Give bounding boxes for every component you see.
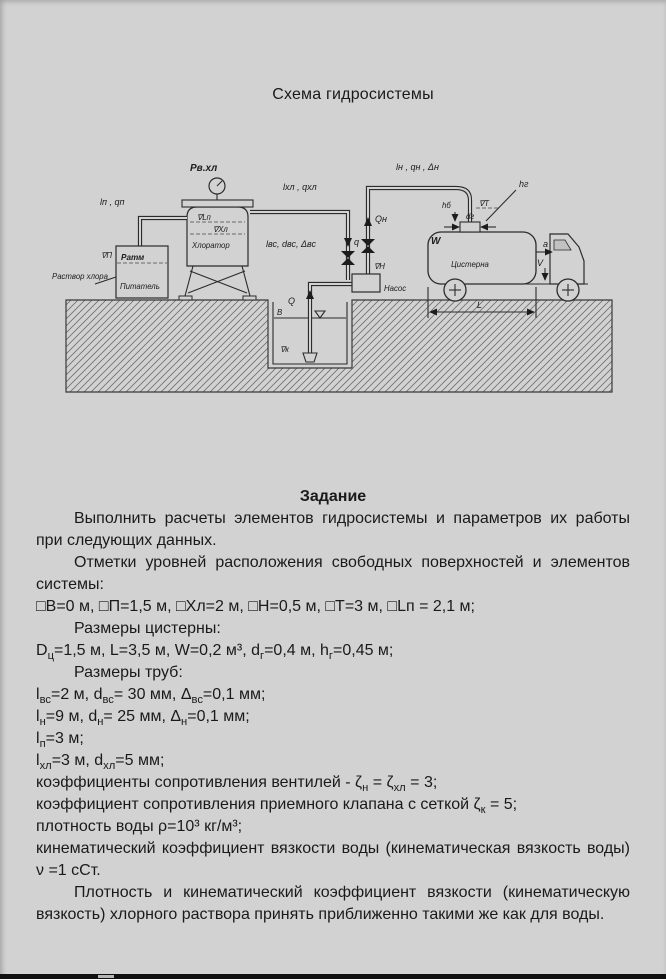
assignment-section bbox=[36, 486, 630, 926]
paragraph-pipe-discharge: $l_н=9$ м, $d_н= 25$ мм, $\Delta_н=0,1$ мм; bbox=[36, 708, 250, 729]
ground bbox=[66, 300, 612, 392]
label-chlorine-dims: lхл , qхл bbox=[283, 182, 317, 192]
discharge-valve-icon bbox=[361, 239, 375, 253]
chlorine-pipe bbox=[250, 182, 359, 280]
paragraph-footvalve-coeff: коэффициент сопротивления приемного клапана с сеткой $\zeta_к = 5$; bbox=[36, 796, 518, 817]
chlorinator-stand bbox=[179, 266, 256, 300]
suction-pipe bbox=[266, 239, 352, 362]
paragraph-chlorine-note: Плотность и кинематический коэффициент вязкости (кинематическую вязкость) хлорного раствора принять приближенно такими же как для воды. bbox=[36, 884, 630, 923]
paragraph-levels: □В=0 м, □П=1,5 м, □Хл=2 м, □Н=0,5 м, □Т=3 м, □Lп = 2,1 м; bbox=[36, 598, 475, 615]
flow-arrow-chlorine-icon bbox=[344, 238, 352, 247]
label-foot-valve: ∇к bbox=[280, 345, 289, 354]
water-level-mark bbox=[315, 311, 325, 318]
paragraph-cistern-head: Размеры цистерны: bbox=[74, 620, 221, 637]
label-nabla-lp: ∇Lп bbox=[197, 213, 211, 222]
section-heading: Задание bbox=[299, 488, 367, 505]
tanker-truck bbox=[428, 179, 588, 318]
paragraph-pipe-suction: $l_{вс}=2$ м, $d_{вс}= 30$ мм, $\Delta_{вс}=0,1$ мм; bbox=[36, 686, 266, 707]
label-V: V bbox=[537, 258, 544, 268]
label-pump: Насос bbox=[384, 284, 407, 293]
label-nabla-n: ∇Н bbox=[374, 262, 385, 271]
cistern-hatch bbox=[460, 222, 480, 232]
hydro-system-diagram bbox=[0, 0, 666, 440]
paragraph-cistern-dims: $D_ц=1,5$ м, L=3,5 м, W=0,2 м³, $d_г=0,4$ м, $h_г=0,45$ м; bbox=[36, 642, 394, 663]
chlorine-valve-icon bbox=[341, 251, 355, 265]
pump bbox=[352, 262, 406, 293]
label-hb: hб bbox=[442, 201, 451, 210]
label-feed-dims: lп , qп bbox=[100, 197, 125, 207]
label-chlorator: Хлоратор bbox=[192, 241, 230, 250]
paragraph-intro: Выполнить расчеты элементов гидросистемы и параметров их работы при следующих данных. bbox=[36, 510, 630, 549]
cistern-body bbox=[428, 232, 536, 284]
label-flow-Q: Q bbox=[287, 296, 295, 306]
page-title: Схема гидросистемы bbox=[272, 86, 434, 103]
paragraph-pipes-head: Размеры труб: bbox=[74, 664, 183, 681]
feeder bbox=[52, 197, 187, 298]
label-W: W bbox=[431, 236, 441, 247]
scan-artifact bbox=[98, 975, 114, 978]
label-nabla-p: ∇П bbox=[101, 251, 112, 260]
paragraph-density: плотность воды ρ=10³ кг/м³; bbox=[36, 818, 243, 835]
rear-wheel bbox=[444, 279, 466, 301]
label-a: a bbox=[543, 239, 549, 249]
label-p-vhl: Pв.хл bbox=[190, 163, 218, 174]
front-wheel bbox=[557, 279, 579, 301]
label-nabla-hl: ∇Хл bbox=[213, 225, 228, 234]
paragraph-pipe-chlorine: $l_{хл}=3$ м, $d_{хл}=5$ мм; bbox=[36, 752, 165, 773]
flow-arrow-discharge-icon bbox=[364, 217, 372, 226]
label-solution: Раствор хлора bbox=[52, 272, 108, 281]
paragraph-pipe-feed: $l_п=3$ м; bbox=[36, 730, 84, 751]
label-p-atm: Pатм bbox=[121, 253, 145, 262]
label-feeder: Питатель bbox=[120, 282, 160, 291]
flow-arrow-suction-icon bbox=[306, 290, 314, 299]
paragraph-viscosity: кинематический коэффициент вязкости воды (кинематическая вязкость воды) ν =1 сСт. bbox=[36, 840, 630, 879]
label-L: L bbox=[477, 300, 483, 310]
label-suction-dims: lвс, dвс, Δвс bbox=[266, 239, 317, 249]
label-basin-level: В bbox=[277, 308, 283, 317]
label-discharge-dims: lн , qн , Δн bbox=[396, 162, 439, 172]
label-nabla-t: ∇Т bbox=[479, 199, 489, 208]
paragraph-levels-intro: Отметки уровней расположения свободных поверхностей и элементов системы: bbox=[36, 554, 630, 593]
label-dg: dг bbox=[466, 212, 475, 221]
chlorinator bbox=[179, 163, 256, 300]
foot-valve-strainer bbox=[303, 353, 317, 362]
label-flow-q: q bbox=[354, 237, 360, 247]
paragraph-valve-coeff: коэффициенты сопротивления вентилей - $\zeta_н = \zeta_{хл} = 3$; bbox=[36, 774, 438, 795]
label-cistern: Цистерна bbox=[451, 260, 489, 269]
label-hg: hг bbox=[519, 179, 529, 189]
label-Qn: Qн bbox=[375, 214, 387, 224]
